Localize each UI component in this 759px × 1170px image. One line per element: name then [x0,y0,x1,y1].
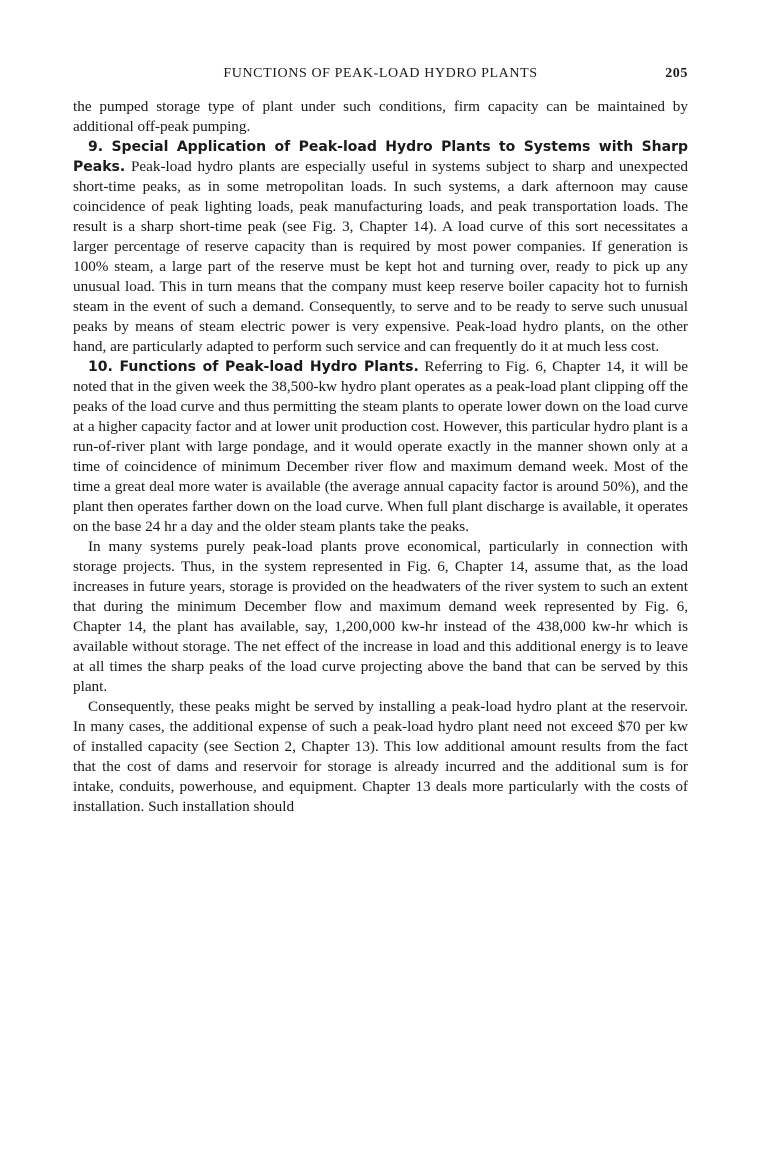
paragraph-text: Peak-load hydro plants are especially useful in systems subject to sharp and unexpected short-time peaks, as in some metropolitan loads. In such systems, a dark afternoon may cause coincidence of peak lighting loads, peak manufacturing loads, and peak transportation loads. The result is a sharp short-time peak (see Fig. 3, Chapter 14). A load curve of this sort necessitates a larger percentage of reserve capacity than is required by most power companies. If generation is 100% steam, a large part of the reserve must be kept hot and turning over, ready to pick up any unusual load. This in turn means that the company must keep reserve boiler capacity hot to furnish steam in the event of such a demand. Consequently, to serve and to be ready to serve such unusual peaks by means of steam electric power is very expensive. Peak-load hydro plants, on the other hand, are particularly adapted to perform such service and can frequently do it at much less cost. [73,158,688,355]
paragraph [73,537,688,697]
paragraph-section-10 [73,357,688,537]
paragraph-text: the pumped storage type of plant under such conditions, firm capacity can be maintained by additional off-peak pumping. [73,98,688,135]
paragraph-text: Consequently, these peaks might be served by installing a peak-load hydro plant at the reservoir. In many cases, the additional expense of such a peak-load hydro plant need not exceed $70 per kw of installed capacity (see Section 2, Chapter 13). This low additional amount results from the fact that the cost of dams and reservoir for storage is already incurred and the additional sum is for intake, conduits, powerhouse, and equipment. Chapter 13 deals more particularly with the costs of installation. Such installation should [73,698,688,815]
paragraph-continuation [73,97,688,137]
paragraph-section-9 [73,137,688,357]
section-heading: 10. Functions of Peak-load Hydro Plants. [88,359,419,375]
running-title: FUNCTIONS OF PEAK-LOAD HYDRO PLANTS [223,66,538,81]
page-number: 205 [665,66,688,81]
body-text [73,97,688,817]
paragraph-text: Referring to Fig. 6, Chapter 14, it will be noted that in the given week the 38,500-kw hydro plant operates as a peak-load plant clipping off the peaks of the load curve and thus permitting the steam plants to operate lower down on the load curve at a higher capacity factor and at lower unit production cost. However, this particular hydro plant is a run-of-river plant with large pondage, and it would operate exactly in the manner shown only at a time of coincidence of minimum December river flow and maximum demand week. Most of the time a great deal more water is available (the average annual capacity factor is around 50%), and the plant then operates farther down on the load curve. When full plant discharge is available, it operates on the base 24 hr a day and the older steam plants take the peaks. [73,358,688,535]
paragraph [73,697,688,817]
paragraph-text: In many systems purely peak-load plants prove economical, particularly in connection with storage projects. Thus, in the system represented in Fig. 6, Chapter 14, assume that, as the load increases in future years, storage is provided on the headwaters of the river system to such an extent that during the minimum December flow and maximum demand week represented by Fig. 6, Chapter 14, the plant has available, say, 1,200,000 kw-hr instead of the 438,000 kw-hr which is available without storage. The net effect of the increase in load and this additional energy is to leave at all times the sharp peaks of the load curve projecting above the band that can be served by this plant. [73,538,688,695]
running-head [73,66,688,88]
book-page [73,66,688,817]
section-heading: 9. Special Application of Peak-load Hydro Plants to Systems with Sharp Peaks. [73,139,688,175]
